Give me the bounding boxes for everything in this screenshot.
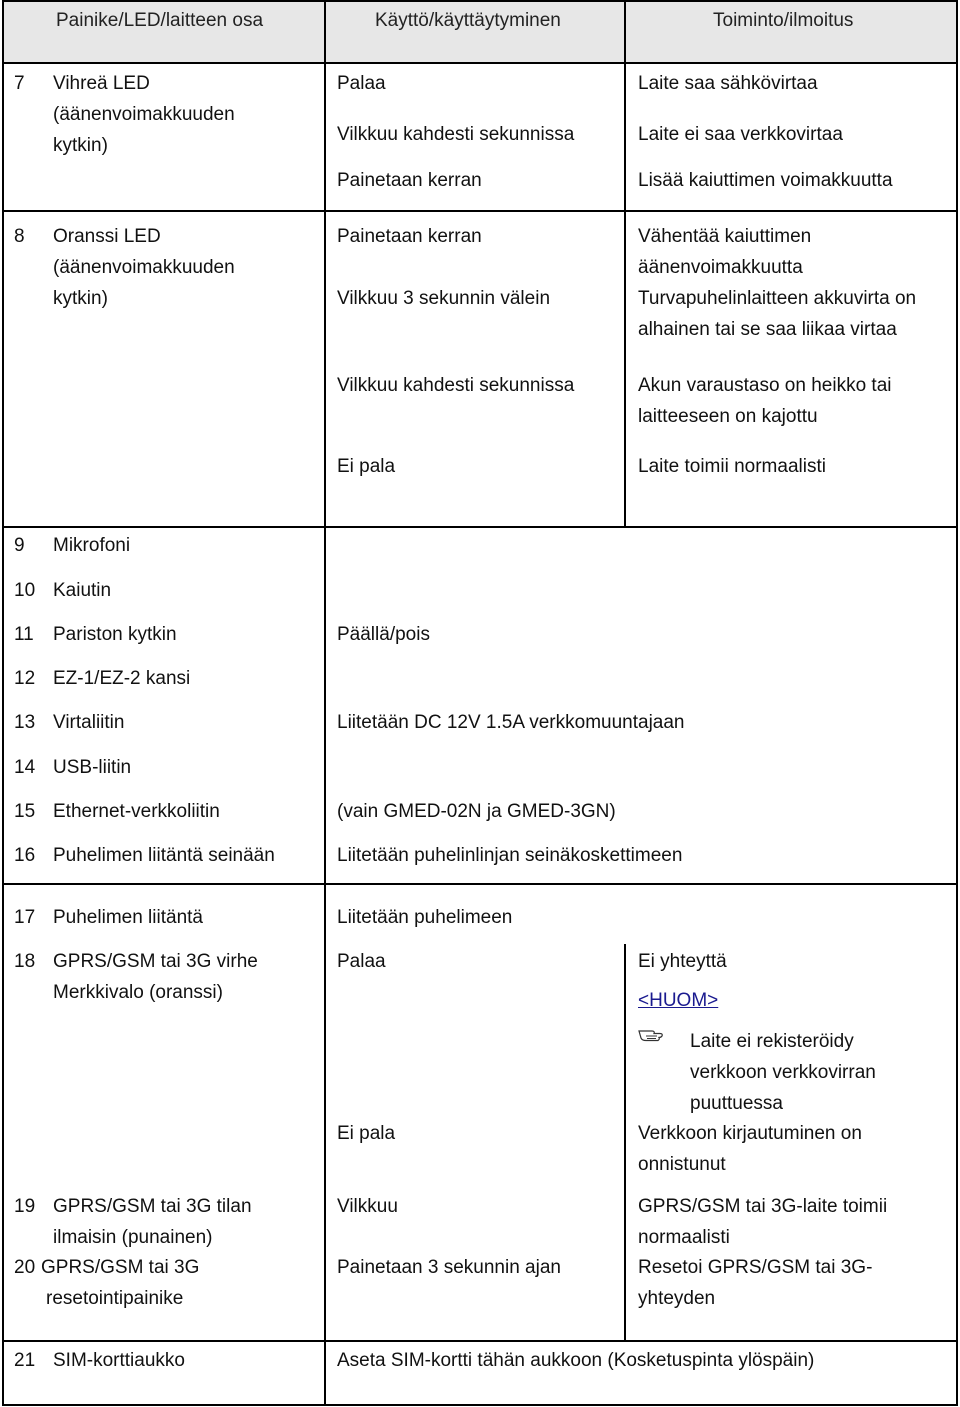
table-row-12-part: 12 EZ-1/EZ-2 kansi xyxy=(14,668,191,689)
row-18-action: Palaa xyxy=(337,951,386,972)
column-divider xyxy=(624,64,626,528)
header-function: Toiminto/ilmoitus xyxy=(713,10,854,31)
row-separator xyxy=(2,883,958,885)
row-8-action: Painetaan kerran xyxy=(337,226,482,247)
row-19-action: Vilkkuu xyxy=(337,1196,398,1217)
row-7-result: Laite ei saa verkkovirtaa xyxy=(638,124,843,145)
row-20-action: Painetaan 3 sekunnin ajan xyxy=(337,1257,561,1278)
table-border-bottom xyxy=(2,1404,958,1406)
row-separator xyxy=(2,1340,958,1342)
table-row-21-part: 21 SIM-korttiaukko xyxy=(14,1350,185,1371)
row-17-action: Liitetään puhelimeen xyxy=(337,907,513,928)
row-20-result: Resetoi GPRS/GSM tai 3G- yhteyden xyxy=(638,1257,873,1309)
table-row-7-part: 7 Vihreä LED (äänenvoimakkuuden kytkin) xyxy=(14,73,235,156)
table-row-20-part: 20 GPRS/GSM tai 3G resetointipainike xyxy=(14,1257,200,1309)
row-15-action: (vain GMED-02N ja GMED-3GN) xyxy=(337,801,616,822)
row-11-action: Päällä/pois xyxy=(337,624,430,645)
header-behaviour: Käyttö/käyttäytyminen xyxy=(375,10,561,31)
row-8-result: Turvapuhelinlaitteen akkuvirta on alhainen tai se saa liikaa virtaa xyxy=(638,288,917,340)
row-8-result: Vähentää kaiuttimen äänenvoimakkuutta xyxy=(638,226,812,278)
row-18-result: Ei yhteyttä xyxy=(638,951,727,972)
table-row-17-part: 17 Puhelimen liitäntä xyxy=(14,907,203,928)
table-row-8-part: 8 Oranssi LED (äänenvoimakkuuden kytkin) xyxy=(14,226,235,309)
row-separator xyxy=(2,526,958,528)
header-divider xyxy=(624,0,626,64)
row-8-action: Ei pala xyxy=(337,456,396,477)
row-8-action: Vilkkuu kahdesti sekunnissa xyxy=(337,375,575,396)
row-21-action: Aseta SIM-kortti tähän aukkoon (Kosketuspinta ylöspäin) xyxy=(337,1350,815,1371)
row-7-result: Lisää kaiuttimen voimakkuutta xyxy=(638,170,893,191)
row-18-result: Verkkoon kirjautuminen on onnistunut xyxy=(638,1123,862,1175)
header-divider xyxy=(324,0,326,64)
table-border-left xyxy=(2,64,4,1406)
table-row-14-part: 14 USB-liitin xyxy=(14,757,132,778)
table-row-10-part: 10 Kaiutin xyxy=(14,580,112,601)
row-8-action: Vilkkuu 3 sekunnin välein xyxy=(337,288,551,309)
table-row-9-part: 9 Mikrofoni xyxy=(14,535,131,556)
table-row-16-part: 16 Puhelimen liitäntä seinään xyxy=(14,845,275,866)
row-7-action: Painetaan kerran xyxy=(337,170,482,191)
row-19-result: GPRS/GSM tai 3G-laite toimii normaalisti xyxy=(638,1196,888,1248)
table-row-13-part: 13 Virtaliitin xyxy=(14,712,125,733)
row-8-result: Akun varaustaso on heikko tai laitteeseen on kajottu xyxy=(638,375,892,427)
header-part: Painike/LED/laitteen osa xyxy=(56,10,264,31)
row-16-action: Liitetään puhelinlinjan seinäkoskettimeen xyxy=(337,845,683,866)
column-divider xyxy=(324,64,326,1406)
row-7-action: Palaa xyxy=(337,73,386,94)
column-divider xyxy=(624,944,626,1340)
note-text: Laite ei rekisteröidy verkkoon verkkovirran puuttuessa xyxy=(690,1031,876,1114)
table-border-right xyxy=(956,64,958,1406)
note-label: <HUOM> xyxy=(638,990,719,1011)
row-7-result: Laite saa sähkövirtaa xyxy=(638,73,818,94)
pointing-hand-icon xyxy=(638,1024,664,1044)
row-8-result: Laite toimii normaalisti xyxy=(638,456,826,477)
row-18-action: Ei pala xyxy=(337,1123,396,1144)
table-row-11-part: 11 Pariston kytkin xyxy=(14,624,177,645)
table-row-18-part: 18 GPRS/GSM tai 3G virhe Merkkivalo (oranssi) xyxy=(14,951,258,1003)
row-separator xyxy=(2,210,958,212)
table-row-19-part: 19 GPRS/GSM tai 3G tilan ilmaisin (punainen) xyxy=(14,1196,252,1248)
row-7-action: Vilkkuu kahdesti sekunnissa xyxy=(337,124,575,145)
row-13-action: Liitetään DC 12V 1.5A verkkomuuntajaan xyxy=(337,712,685,733)
table-row-15-part: 15 Ethernet-verkkoliitin xyxy=(14,801,220,822)
